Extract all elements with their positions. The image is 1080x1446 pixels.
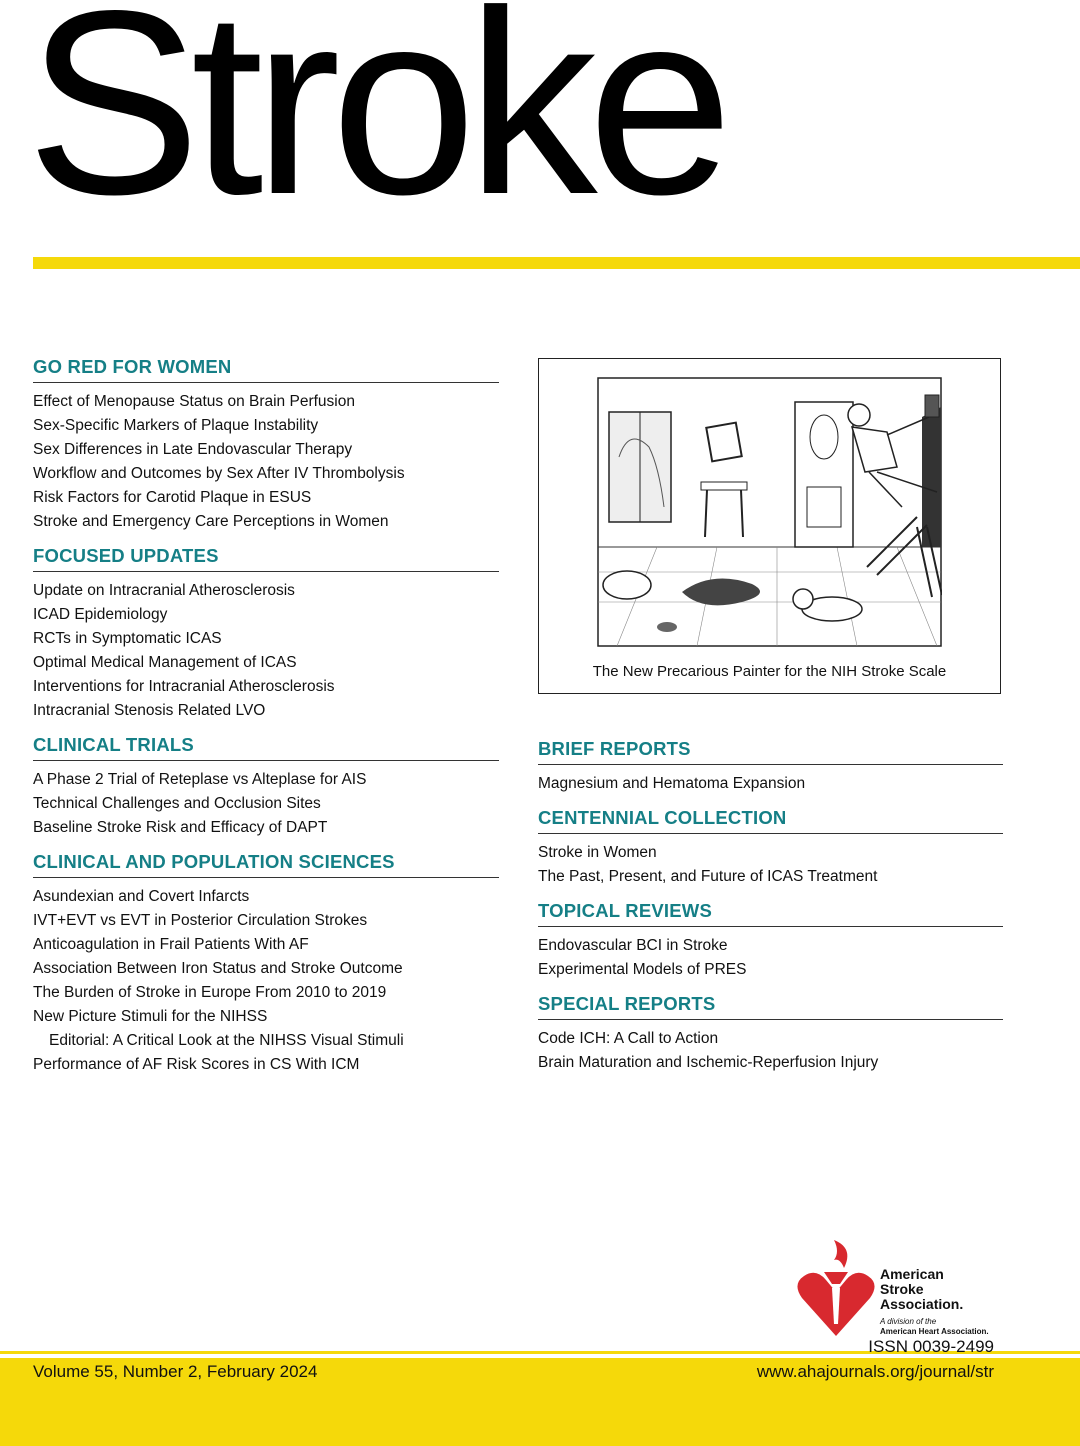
article-title[interactable]: Endovascular BCI in Stroke	[538, 937, 728, 954]
article-title[interactable]: Editorial: A Critical Look at the NIHSS Visual Stimuli	[49, 1032, 404, 1049]
article-title[interactable]: Baseline Stroke Risk and Efficacy of DAPT	[33, 819, 328, 836]
section-heading: SPECIAL REPORTS	[538, 993, 1003, 1020]
left-contents-column	[33, 356, 499, 1088]
side-table	[701, 482, 747, 490]
logo-name-line-1: American	[880, 1266, 944, 1282]
article-title[interactable]: The Past, Present, and Future of ICAS Treatment	[538, 868, 878, 885]
wall-picture	[706, 423, 741, 462]
cover-illustration	[538, 358, 1001, 694]
issn: ISSN 0039-2499	[868, 1337, 994, 1356]
article-title[interactable]: Workflow and Outcomes by Sex After IV Thrombolysis	[33, 465, 405, 482]
article-title[interactable]: Stroke and Emergency Care Perceptions in Women	[33, 513, 389, 530]
painter-illustration	[597, 377, 942, 647]
section-heading: BRIEF REPORTS	[538, 738, 1003, 765]
dog-bed	[603, 571, 651, 599]
section	[538, 807, 1003, 889]
article-title[interactable]: Code ICH: A Call to Action	[538, 1030, 719, 1047]
article-title[interactable]: Risk Factors for Carotid Plaque in ESUS	[33, 489, 312, 506]
article-title[interactable]: Sex Differences in Late Endovascular Therapy	[33, 441, 353, 458]
section	[33, 545, 499, 723]
mouse	[657, 622, 677, 632]
article-title[interactable]: Optimal Medical Management of ICAS	[33, 654, 297, 671]
volume-issue: Volume 55, Number 2, February 2024	[33, 1362, 318, 1381]
journal-url[interactable]: www.ahajournals.org/journal/str	[756, 1362, 994, 1381]
section-heading: GO RED FOR WOMEN	[33, 356, 499, 383]
journal-title: Stroke	[26, 0, 724, 249]
article-title[interactable]: Association Between Iron Status and Stroke Outcome	[33, 960, 403, 977]
section	[33, 851, 499, 1077]
article-title[interactable]: Interventions for Intracranial Atherosclerosis	[33, 678, 335, 695]
section	[538, 738, 1003, 796]
article-title[interactable]: A Phase 2 Trial of Reteplase vs Alteplase for AIS	[33, 771, 367, 788]
footer-band	[0, 1337, 1080, 1446]
article-title[interactable]: Magnesium and Hematoma Expansion	[538, 775, 806, 792]
article-title[interactable]: New Picture Stimuli for the NIHSS	[33, 1008, 268, 1025]
logo-parent: American Heart Association.	[880, 1327, 989, 1336]
right-contents-column	[538, 738, 1003, 1086]
paint-roller	[925, 395, 939, 417]
logo-name-line-2: Stroke	[880, 1281, 924, 1297]
article-title[interactable]: Performance of AF Risk Scores in CS With ICM	[33, 1056, 360, 1073]
logo-name-line-3: Association.	[880, 1296, 964, 1312]
article-title[interactable]: Effect of Menopause Status on Brain Perfusion	[33, 393, 355, 410]
article-title[interactable]: IVT+EVT vs EVT in Posterior Circulation Strokes	[33, 912, 368, 929]
masthead-rule	[33, 257, 1080, 269]
article-title[interactable]: The Burden of Stroke in Europe From 2010 to 2019	[33, 984, 387, 1001]
section-heading: CENTENNIAL COLLECTION	[538, 807, 1003, 834]
article-title[interactable]: Brain Maturation and Ischemic-Reperfusion Injury	[538, 1054, 879, 1071]
torch-heart-icon	[796, 1232, 876, 1342]
article-title[interactable]: Anticoagulation in Frail Patients With AF	[33, 936, 309, 953]
logo-division: A division of the	[880, 1317, 937, 1326]
article-title[interactable]: Sex-Specific Markers of Plaque Instability	[33, 417, 319, 434]
figure-caption: The New Precarious Painter for the NIH Stroke Scale	[592, 663, 947, 680]
section-heading: CLINICAL TRIALS	[33, 734, 499, 761]
article-title[interactable]: Asundexian and Covert Infarcts	[33, 888, 250, 905]
article-title[interactable]: Intracranial Stenosis Related LVO	[33, 702, 266, 719]
section-heading: TOPICAL REVIEWS	[538, 900, 1003, 927]
section	[538, 900, 1003, 982]
section	[33, 734, 499, 840]
section	[538, 993, 1003, 1075]
article-title[interactable]: Technical Challenges and Occlusion Sites	[33, 795, 321, 812]
section	[33, 356, 499, 534]
article-title[interactable]: ICAD Epidemiology	[33, 606, 168, 623]
door	[795, 402, 853, 547]
article-title[interactable]: Experimental Models of PRES	[538, 961, 747, 978]
article-title[interactable]: Update on Intracranial Atherosclerosis	[33, 582, 295, 599]
article-title[interactable]: RCTs in Symptomatic ICAS	[33, 630, 222, 647]
article-title[interactable]: Stroke in Women	[538, 844, 657, 861]
section-heading: FOCUSED UPDATES	[33, 545, 499, 572]
asa-logo	[796, 1232, 1006, 1342]
section-heading: CLINICAL AND POPULATION SCIENCES	[33, 851, 499, 878]
